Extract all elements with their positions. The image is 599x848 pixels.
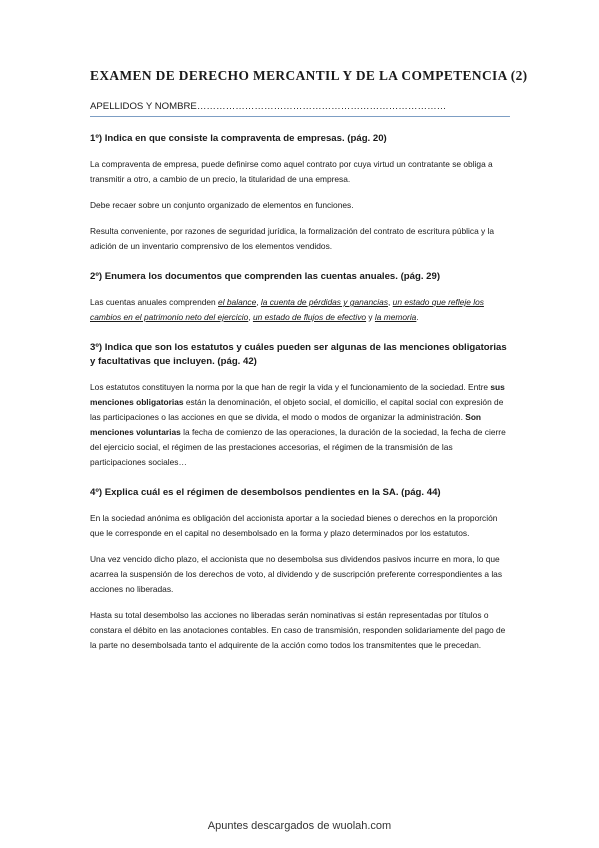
footer-source: Apuntes descargados de wuolah.com: [207, 820, 392, 832]
question-3-heading: 3º) Indica que son los estatutos y cuáles pueden ser algunas de las menciones obligatorias y facultativas que incluyen. (pág. 42): [90, 342, 507, 367]
answer-3-part-2: están la denominación, el objeto social, el domicilio, el capital social con expresión de las participaciones o las acciones en que se divida, el modo o modos de organizar la administración.: [90, 397, 504, 422]
answer-2-end: .: [416, 312, 419, 322]
answer-2-paragraph: [90, 295, 510, 325]
question-2-heading: 2º) Enumera los documentos que comprenden las cuentas anuales. (pág. 29): [90, 271, 441, 282]
answer-4-paragraph-1: En la sociedad anónima es obligación del accionista aportar a la sociedad bienes o derechos en la proporción que le corresponde en el capital no desembolsado en la forma y plazo determinados por los estatutos.: [90, 513, 498, 538]
answer-2-item-patrimonio: un estado que refleje los cambios en el patrimonio neto del ejercicio: [90, 297, 484, 322]
name-field-line: APELLIDOS Y NOMBRE……………………………………………………………………: [90, 101, 510, 117]
answer-1-paragraph-2: Debe recaer sobre un conjunto organizado de elementos en funciones.: [90, 200, 354, 210]
answer-2-sep-1: ,: [256, 297, 261, 307]
answer-4-paragraph-2: Una vez vencido dicho plazo, el accionista que no desembolsa sus dividendos pasivos incurre en mora, lo que acarrea la suspensión de los derechos de voto, al dividendo y de suscripción preferente correspondientes a las acciones no liberadas.: [90, 554, 503, 594]
answer-1-paragraph-1: La compraventa de empresa, puede definirse como aquel contrato por cuya virtud un contratante se obliga a transmitir a otro, a cambio de un precio, la titularidad de una empresa.: [90, 159, 493, 184]
document-title: EXAMEN DE DERECHO MERCANTIL Y DE LA COMPETENCIA (2): [90, 68, 528, 83]
answer-2-item-memoria: la memoria: [374, 312, 417, 322]
document-page: [90, 68, 528, 653]
answer-2-item-pyg: la cuenta de pérdidas y ganancias: [260, 297, 389, 307]
answer-2-intro: Las cuentas anuales comprenden: [90, 297, 219, 307]
answer-3-paragraph: [90, 380, 510, 470]
answer-1-paragraph-3: Resulta conveniente, por razones de seguridad jurídica, la formalización del contrato de escritura pública y la adición de un inventario comprensivo de los elementos vendidos.: [90, 226, 495, 251]
answer-3-part-3: la fecha de comienzo de las operaciones, la duración de la sociedad, la fecha de cierre del ejercicio social, el régimen de las prestaciones accesorias, el régimen de la transmisión de las participaciones sociales…: [90, 427, 506, 467]
question-4-heading: 4º) Explica cuál es el régimen de desembolsos pendientes en la SA. (pág. 44): [90, 487, 441, 498]
answer-3-part-1: Los estatutos constituyen la norma por la que han de regir la vida y el funcionamiento de la sociedad. Entre: [90, 382, 491, 392]
question-1-heading: 1º) Indica en que consiste la compraventa de empresas. (pág. 20): [90, 133, 387, 144]
answer-2-item-balance: el balance: [218, 297, 257, 307]
answer-3-bold-obligatorias: sus menciones obligatorias: [90, 382, 505, 407]
answer-2-sep-3: ,: [248, 312, 253, 322]
answer-4-paragraph-3: Hasta su total desembolso las acciones no liberadas serán nominativas si están representadas por títulos o constara el débito en las anotaciones contables. En caso de transmisión, responden solidariamente del pago de la parte no desembolsada tanto el adquirente de la acción como todos los transmitentes que le precedan.: [90, 610, 506, 650]
answer-3-bold-voluntarias: Son menciones voluntarias: [90, 412, 482, 437]
answer-2-item-flujos: un estado de flujos de efectivo: [252, 312, 367, 322]
answer-2-sep-2: ,: [388, 297, 393, 307]
answer-2-sep-4: y: [366, 312, 375, 322]
